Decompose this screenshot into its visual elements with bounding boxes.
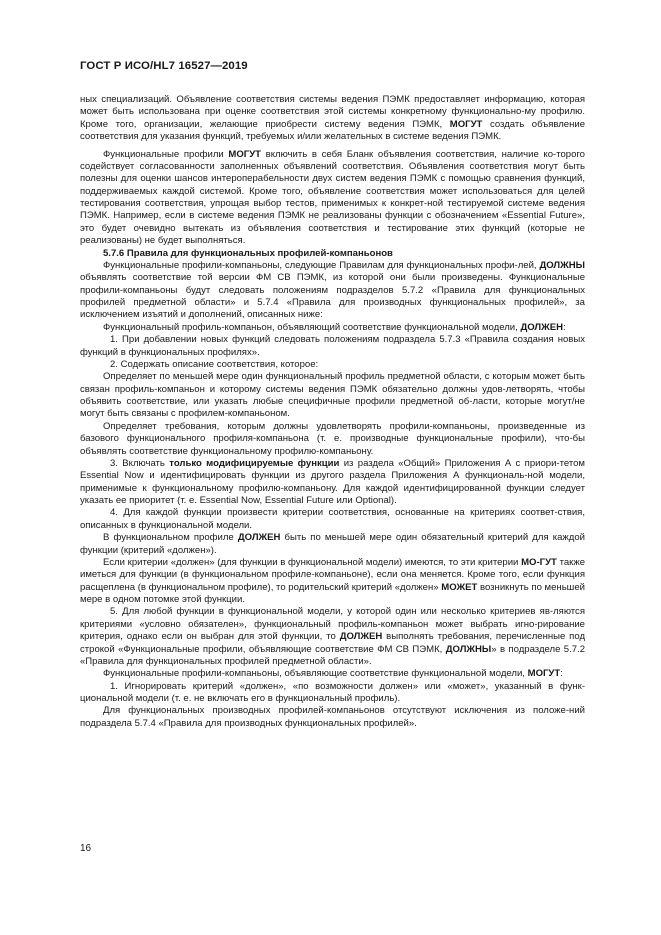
page-number: 16	[80, 843, 92, 854]
paragraph-1: ных специализаций. Объявление соответствия системы ведения ПЭМК предоставляет информацию, которая может быть использована при оценке соответствия этой системы конкретному функционально-му профилю. Кроме того, организации, желающие приобрести систему ведения ПЭМК, МОГУТ создать объявление соответствия для указания функций, требуемых и/или желательных в системе ведения ПЭМК.	[80, 94, 586, 143]
list-item-2: 2. Содержать описание соответствия, которое:	[110, 358, 319, 370]
paragraph-12: Если критерии «должен» (для функции в функциональной модели) имеются, то эти критерии МО-ГУТ также иметься для функции (в функциональном профиле-компаньоне), если она меняется. Кроме того, если функция расщеплена (в функциональном профиле), то родительский критерий «должен» МОЖЕТ возникнуть по меньшей мере в одном потомке этой функции.	[80, 556, 586, 605]
paragraph-14: Функциональные профили-компаньоны, объявляющие соответствие функциональной модели, МОГУТ:	[103, 668, 563, 680]
section-heading-5-7-6: 5.7.6 Правила для функциональных профилей-компаньонов	[103, 247, 393, 259]
list-item-3: 3. Включать только модифицируемые функции из раздела «Общий» Приложения А с приори-тетом Essential Now и идентифицировать функции из другого раздела Приложения А функциональ-ной модели, применимые к функциональному профилю-компаньону. Для каждой идентифицированной функции следует указать ее приоритет (т. е. Essential Now, Essential Future или Optional).	[80, 457, 585, 506]
standard-header: ГОСТ Р ИСО/HL7 16527—2019	[80, 60, 248, 72]
list-item-1: 1. При добавлении новых функций следовать положениям подраздела 5.7.3 «Правила создания новых функций в функциональных профилях».	[80, 334, 585, 358]
list-item-5: 5. Для любой функции в функциональной модели, у которой один или несколько критериев яв-ляются критериями «условно обязателен», функциональный профиль-компаньон может выбрать игно-рирование критерия, однако если он выбран для этой функции, то ДОЛЖЕН выполнять требования, перечисленные под строкой «Функциональные профили, объявляющие соответствие ФМ СВ ПЭМК, ДОЛЖНЫ» в подразделе 5.7.2 «Правила для функциональных профилей предметной области».	[80, 606, 586, 667]
paragraph-4: Функциональный профиль-компаньон, объявляющий соответствие функциональной модели, ДОЛЖЕН:	[103, 321, 566, 333]
paragraph-16: Для функциональных производных профилей-компаньонов отсутствуют исключения из положе-ний подраздела 5.7.4 «Правила для производных функциональных профилей».	[80, 705, 585, 729]
paragraph-2: Функциональные профили МОГУТ включить в себя Бланк объявления соответствия, наличие ко-торого содействует согласованности заполненных объявлений соответствия. Объявления соответствия могут быть полезны для оценки шансов интероперабельности двух систем ведения ПЭМК с помощью сравнения функций, поддерживаемых каждой системой. Кроме того, объявление соответствия может использоваться для целей тестирования соответствия, упрощая выбор тестов, применимых к конкрет-ной тестируемой системе ведения ПЭМК. Например, если в системе ведения ПЭМК не реализованы функции с обозначением «Essential Future», это будет очевидно вытекать из объявления соответствия и тестирование этих функций (которые не реализованы) не будет выполняться.	[80, 148, 585, 247]
list-item-6: 1. Игнорировать критерий «должен», «по возможности должен» или «может», указанный в функ-циональной модели (т. е. не включать его в функциональный профиль).	[80, 680, 585, 704]
paragraph-3: Функциональные профили-компаньоны, следующие Правилам для функциональных профи-лей, ДОЛЖНЫ объявлять соответствие той версии ФМ СВ ПЭМК, из которой они были произведены. Функциональные профили-компаньоны будут следовать положениям подразделов 5.7.2 «Правила для функциональных профилей предметной области» и 5.7.4 «Правила для производных функциональных профилей», за исключением изъятий и дополнений, описанных ниже:	[80, 259, 585, 321]
list-item-4: 4. Для каждой функции произвести критерии соответствия, основанные на критериях соответ-ствия, описанных в функциональной модели.	[80, 507, 585, 531]
paragraph-11: В функциональном профиле ДОЛЖЕН быть по меньшей мере один обязательный критерий для каждой функции (критерий «должен»).	[80, 532, 586, 556]
paragraph-7: Определяет по меньшей мере один функциональный профиль предметной области, с которым может быть связан профиль-компаньон и которому системы ведения ПЭМК обязательно должны удов-летворять, чтобы объявить соответствие, или указать любые специфичные профили предметной об-ласти, которые могут/не могут быть связаны с профилем-компаньоном.	[80, 371, 585, 420]
document-body	[80, 94, 585, 730]
paragraph-8: Определяет требования, которым должны удовлетворять профили-компаньоны, произведенные из базового функционального профиля-компаньона (т. е. производные функциональные профили), что-бы объявлять соответствие функциональному профилю-компаньону.	[80, 420, 585, 457]
